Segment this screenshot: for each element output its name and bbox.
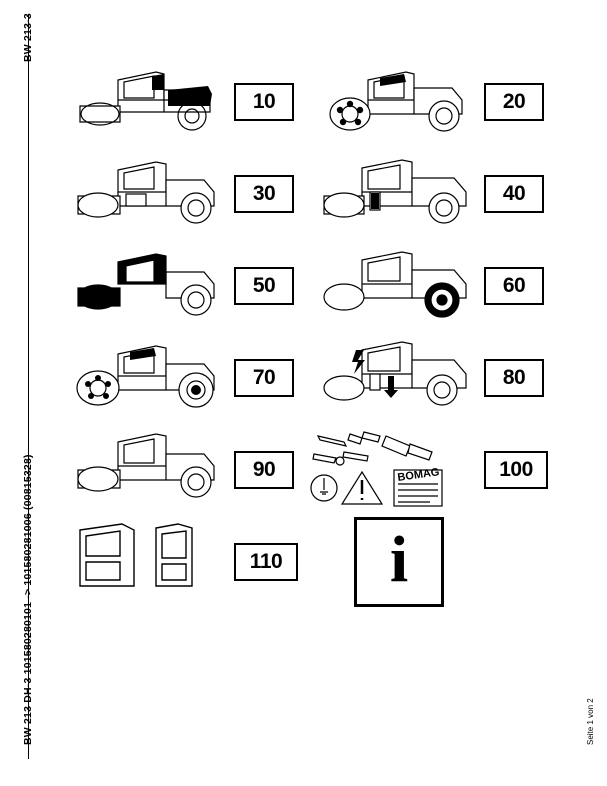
roller-machine-rear-icon <box>310 152 478 236</box>
svg-text:BOMAG: BOMAG <box>396 466 441 484</box>
group-number-box: 80 <box>484 359 544 397</box>
grid-row <box>60 150 560 238</box>
parts-group-item[interactable] <box>60 242 310 330</box>
parts-group-item[interactable] <box>60 426 310 514</box>
group-number-box: 20 <box>484 83 544 121</box>
page-side-title: BW 213 DH-3 101580280101 -> 101580281006 (00815328) <box>22 454 34 745</box>
grid-row <box>60 58 560 146</box>
info-letter: i <box>389 523 409 596</box>
grid-row <box>60 242 560 330</box>
parts-group-item[interactable] <box>60 518 310 606</box>
information-symbol <box>354 517 444 607</box>
roller-machine-hood-icon <box>60 244 228 328</box>
page-header-code: BW 213-3 <box>22 13 34 62</box>
page-footer-note: Seite 1 von 2 <box>586 698 595 745</box>
group-number-box: 40 <box>484 175 544 213</box>
group-number-box: 90 <box>234 451 294 489</box>
parts-group-item[interactable] <box>310 242 560 330</box>
group-number-box: 70 <box>234 359 294 397</box>
roller-machine-cab-icon <box>60 428 228 512</box>
parts-group-item[interactable] <box>60 150 310 238</box>
group-number-box: 100 <box>484 451 548 489</box>
parts-group-grid <box>60 58 560 610</box>
parts-group-item[interactable] <box>310 150 560 238</box>
parts-group-item[interactable] <box>60 334 310 422</box>
parts-group-item[interactable] <box>310 426 560 514</box>
roller-machine-axle-icon <box>60 336 228 420</box>
grid-row <box>60 518 560 606</box>
cabin-parts-icon <box>60 520 228 604</box>
grid-row <box>60 426 560 514</box>
group-number-box: 110 <box>234 543 298 581</box>
parts-group-item[interactable] <box>310 334 560 422</box>
grid-row <box>60 334 560 422</box>
group-number-box: 10 <box>234 83 294 121</box>
parts-group-item[interactable] <box>60 58 310 146</box>
roller-machine-wheel-icon <box>310 244 478 328</box>
roller-machine-drum-icon <box>310 60 478 144</box>
roller-machine-engine-icon <box>60 60 228 144</box>
group-number-box: 30 <box>234 175 294 213</box>
parts-group-item[interactable] <box>310 58 560 146</box>
roller-machine-frame-icon <box>60 152 228 236</box>
group-number-box: 60 <box>484 267 544 305</box>
roller-machine-electric-icon <box>310 336 478 420</box>
tools-decals-icon <box>310 428 478 512</box>
information-item[interactable] <box>310 518 560 606</box>
group-number-box: 50 <box>234 267 294 305</box>
